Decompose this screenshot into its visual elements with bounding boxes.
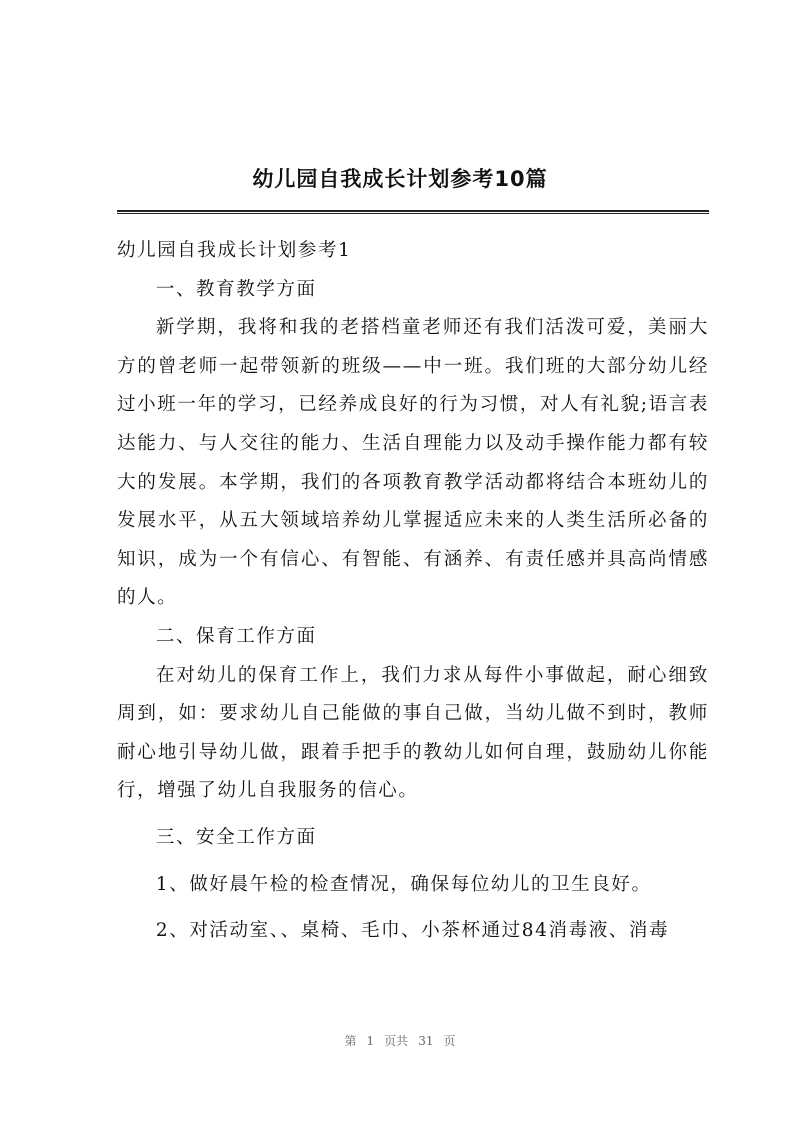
heading-care: 二、保育工作方面 (155, 625, 317, 647)
heading-teaching: 一、教育教学方面 (155, 278, 317, 300)
list-item: 2、对活动室、、桌椅、毛巾、小茶杯通过84消毒液、消毒 (155, 920, 670, 942)
footer-label-of: 页共 (384, 1034, 409, 1048)
paragraph-teaching: 新学期，我将和我的老搭档童老师还有我们活泼可爱，美丽大方的曾老师一起带领新的班级——中一班。我们班的大部分幼儿经过小班一年的学习，已经养成良好的行为习惯，对人有礼貌;语言表达能力、与人交往的能力、生活自理能力以及动手操作能力都有较大的发展。本学期，我们的各项教育教学活动都将结合本班幼儿的发展水平，从五大领域培养幼儿掌握适应未来的人类生活所必备的知识，成为一个有信心、有智能、有涵养、有责任感并具高尚情感的人。 (117, 317, 709, 609)
title-divider (117, 210, 709, 214)
footer-label-end: 页 (443, 1034, 456, 1048)
list-item: 1、做好晨午检的检查情况，确保每位幼儿的卫生良好。 (155, 873, 652, 895)
section-title: 幼儿园自我成长计划参考1 (117, 240, 352, 261)
page-footer (0, 1032, 800, 1049)
document-body (117, 232, 709, 951)
footer-page-number: 1 (366, 1034, 375, 1048)
footer-total-pages: 31 (418, 1034, 434, 1048)
heading-safety: 三、安全工作方面 (155, 826, 317, 848)
paragraph-care: 在对幼儿的保育工作上，我们力求从每件小事做起，耐心细致周到，如：要求幼儿自己能做的事自己做，当幼儿做不到时，教师耐心地引导幼儿做，跟着手把手的教幼儿如何自理，鼓励幼儿你能行，增强了幼儿自我服务的信心。 (117, 664, 709, 802)
footer-label-page: 第 (344, 1034, 357, 1048)
document-title: 幼儿园自我成长计划参考10篇 (252, 167, 548, 191)
